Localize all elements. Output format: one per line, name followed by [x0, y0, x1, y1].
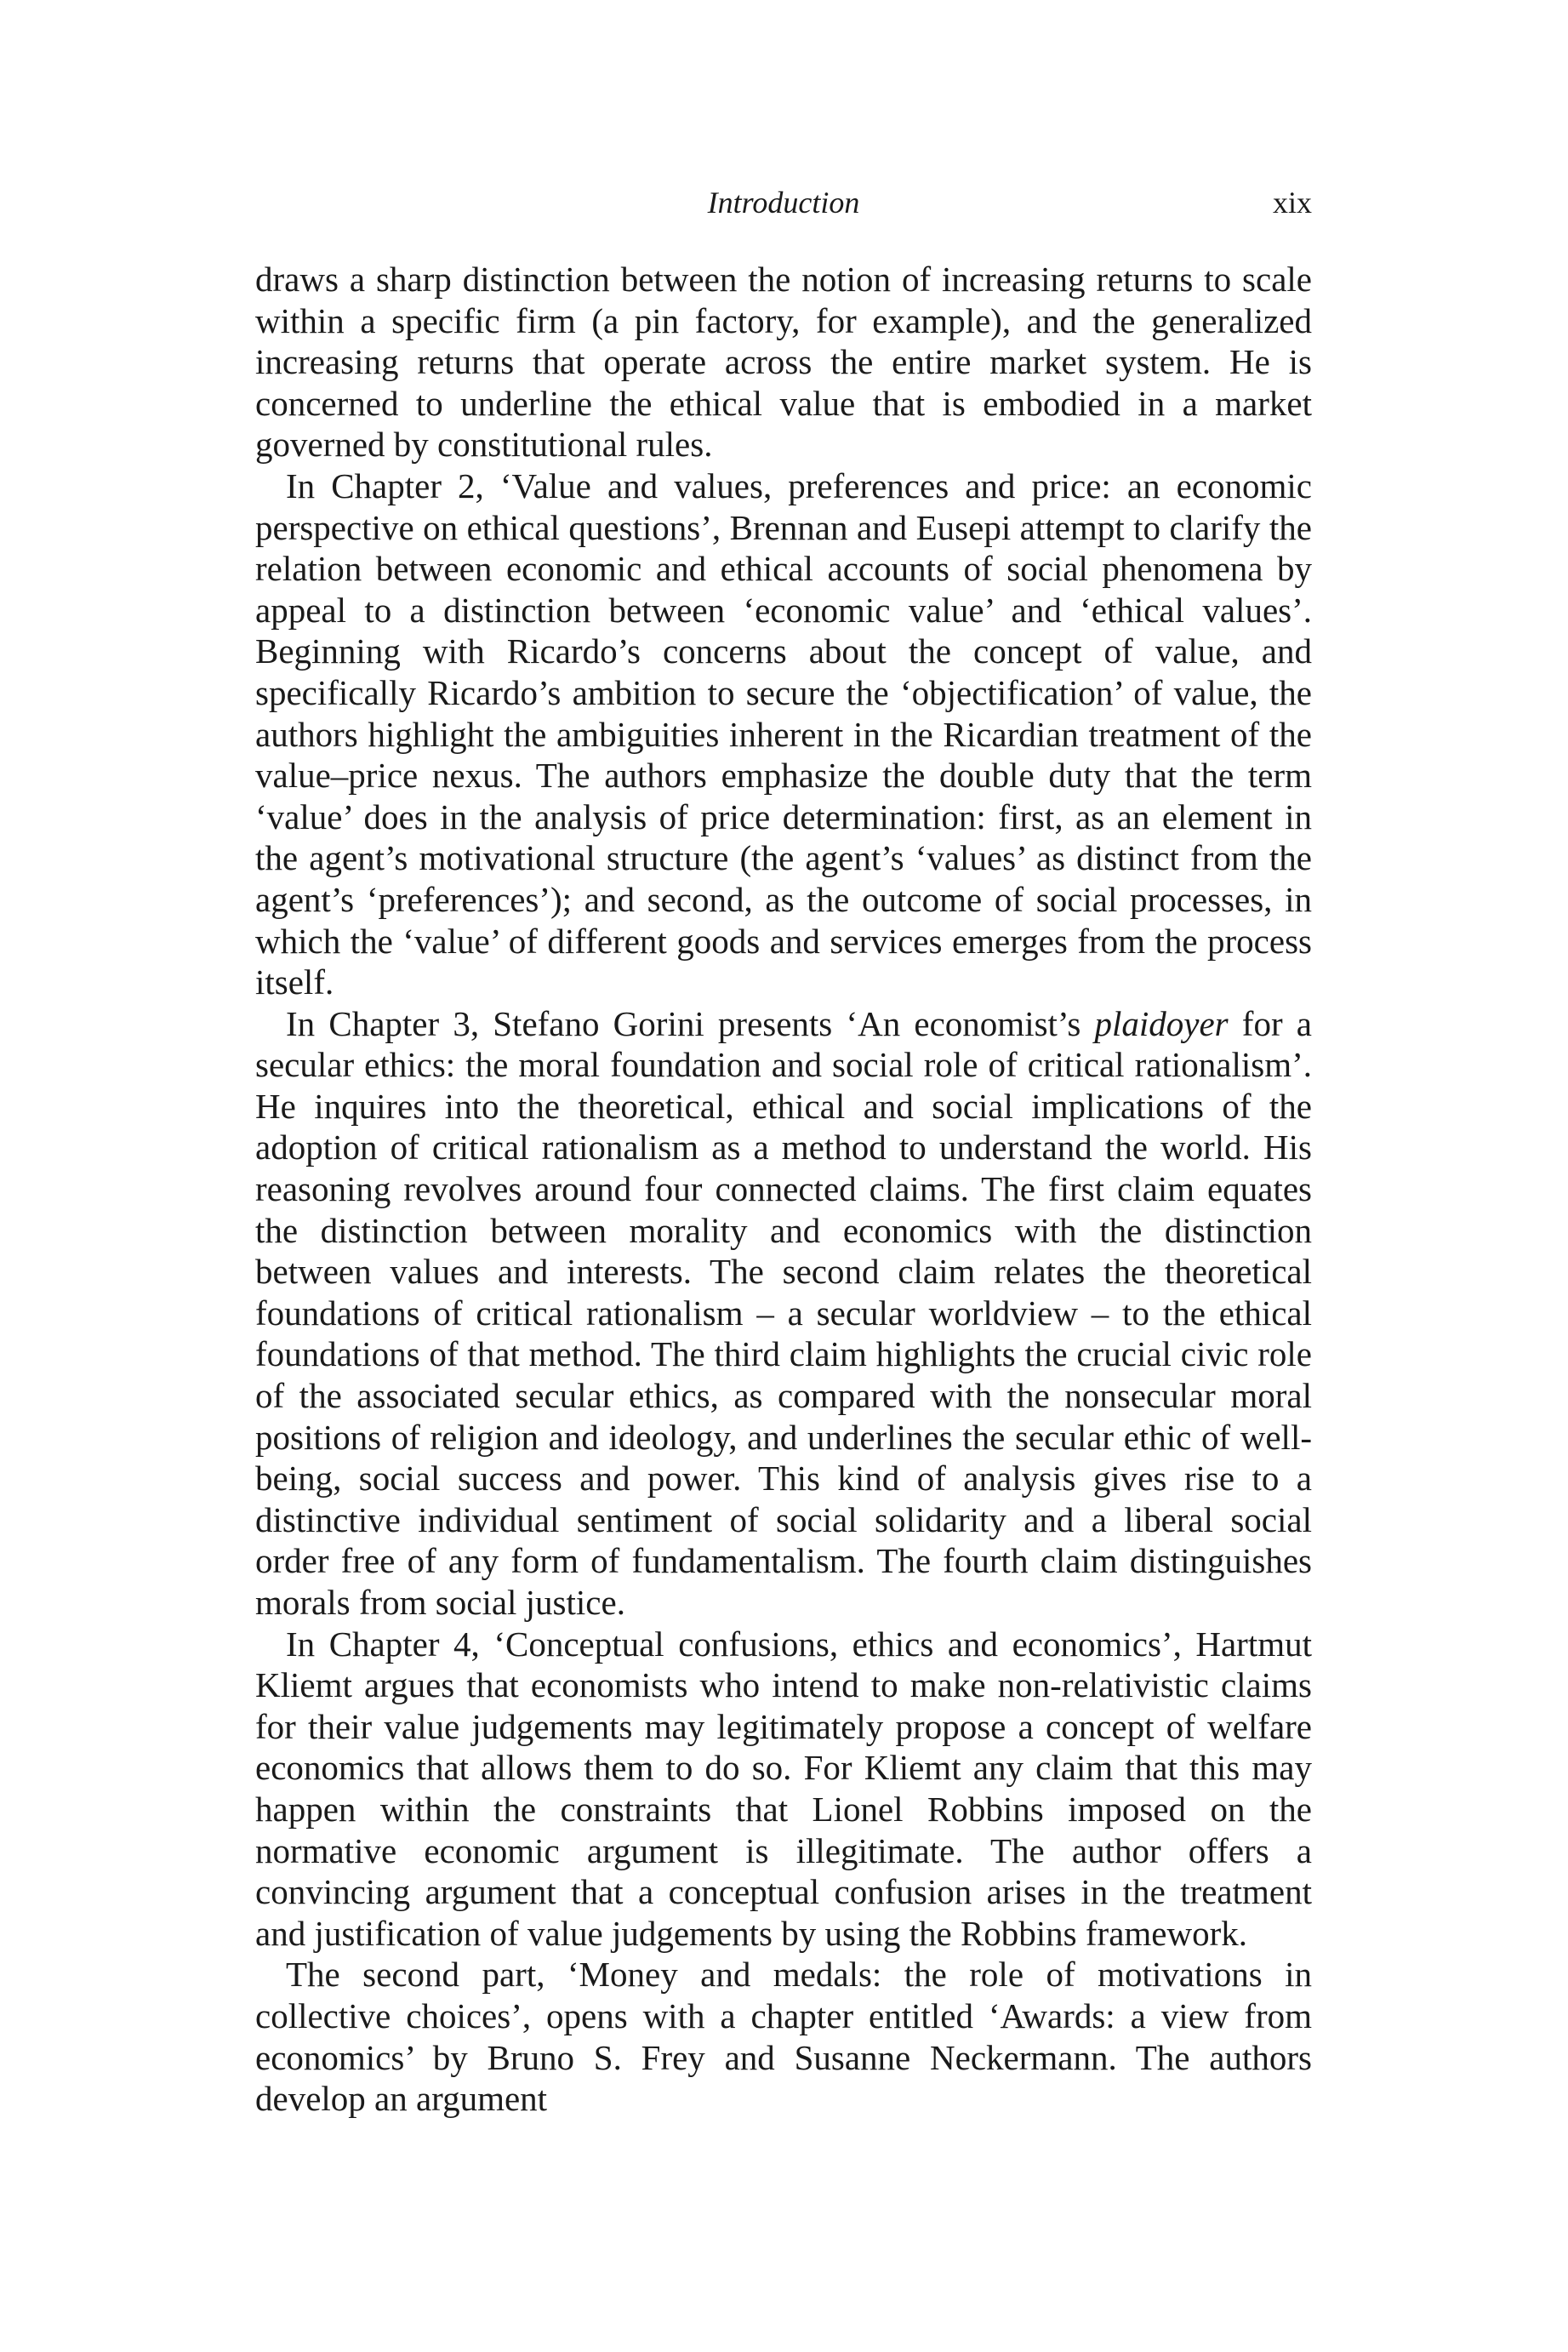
paragraph-3-italic-term: plaidoyer: [1094, 1003, 1229, 1043]
paragraph-5: The second part, ‘Money and medals: the role of motivations in collective choices’, opens with a chapter entitled ‘Awards: a view from economics’ by Bruno S. Frey and Susanne Neckermann. The authors develop an argument: [255, 1955, 1312, 2119]
text-body: [255, 259, 1312, 2120]
page-number: xix: [1272, 186, 1312, 220]
paragraph-3-lead: In Chapter 3, Stefano Gorini presents ‘An economist’s: [286, 1003, 1095, 1043]
paragraph-2: In Chapter 2, ‘Value and values, preferences and price: an economic perspective on ethical questions’, Brennan and Eusepi attempt to clarify the relation between economic and ethical accounts of social phenomena by appeal to a distinction between ‘economic value’ and ‘ethical values’. Beginning with Ricardo’s concerns about the concept of value, and specifically Ricardo’s ambition to secure the ‘objectification’ of value, the authors highlight the ambiguities inherent in the Ricardian treatment of the value–price nexus. The authors emphasize the double duty that the term ‘value’ does in the analysis of price determination: first, as an element in the agent’s motivational structure (the agent’s ‘values’ as distinct from the agent’s ‘preferences’); and second, as the outcome of social processes, in which the ‘value’ of different goods and services emerges from the process itself.: [255, 465, 1312, 1002]
paragraph-3: [255, 1003, 1312, 1624]
running-head: [255, 177, 1312, 228]
paragraph-1: draws a sharp distinction between the notion of increasing returns to scale within a specific firm (a pin factory, for example), and the generalized increasing returns that operate across the entire market system. He is concerned to underline the ethical value that is embodied in a market governed by constitutional rules.: [255, 260, 1312, 465]
running-title: Introduction: [707, 186, 860, 220]
paragraph-3-rest: for a secular ethics: the moral foundation and social role of critical rationalism’. He inquires into the theoretical, ethical and social implications of the adoption of critical rationalism as a method to understand the world. His reasoning revolves around four connected claims. The first claim equates the distinction between morality and economics with the distinction between values and interests. The second claim relates the theoretical foundations of critical rationalism – a secular worldview – to the ethical foundations of that method. The third claim highlights the crucial civic role of the associated secular ethics, as compared with the nonsecular moral positions of religion and ideology, and underlines the secular ethic of well-being, social success and power. This kind of analysis gives rise to a distinctive individual sentiment of social solidarity and a liberal social order free of any form of fundamentalism. The fourth claim distinguishes morals from social justice.: [255, 1003, 1312, 1622]
paragraph-4: In Chapter 4, ‘Conceptual confusions, ethics and economics’, Hartmut Kliemt argues that economists who intend to make non-relativistic claims for their value judgements may legitimately propose a concept of welfare economics that allows them to do so. For Kliemt any claim that this may happen within the constraints that Lionel Robbins imposed on the normative economic argument is illegitimate. The author offers a convincing argument that a conceptual confusion arises in the treatment and justification of value judgements by using the Robbins framework.: [255, 1624, 1312, 1953]
